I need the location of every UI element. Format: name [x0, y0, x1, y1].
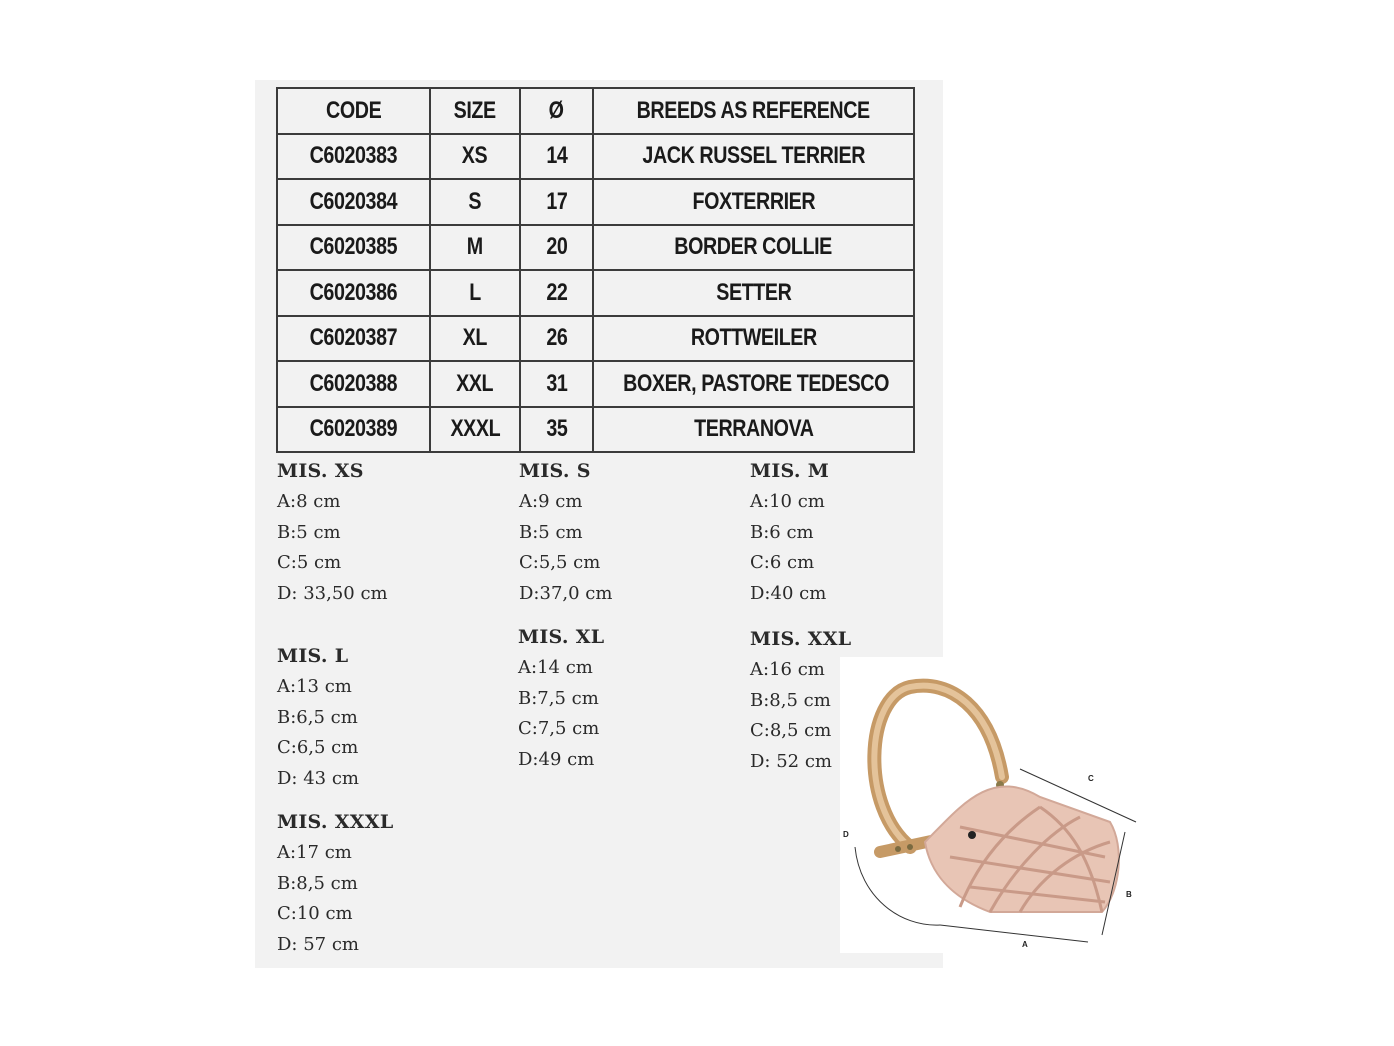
- cell-size: S: [430, 179, 520, 225]
- measurement-b: B:5 cm: [519, 521, 583, 543]
- measurement-block-xxxl: [277, 811, 393, 964]
- cell-code: C6020384: [277, 179, 430, 225]
- cell-size: M: [430, 225, 520, 271]
- header-size: SIZE: [430, 88, 520, 134]
- cell-diameter: 35: [520, 407, 593, 453]
- cell-breed: BOXER, PASTORE TEDESCO: [593, 361, 914, 407]
- table-header-row: [277, 88, 914, 134]
- muzzle-rivet-icon: [968, 831, 976, 839]
- dimension-label-d: D: [843, 830, 849, 839]
- cell-diameter: 26: [520, 316, 593, 362]
- measurement-a: A:9 cm: [519, 491, 583, 512]
- measurement-a: A:16 cm: [750, 659, 825, 680]
- cell-diameter: 31: [520, 361, 593, 407]
- header-code: CODE: [277, 88, 430, 134]
- measurement-block-l: [277, 645, 359, 798]
- cell-code: C6020387: [277, 316, 430, 362]
- rivet-icon: [895, 846, 901, 852]
- cell-breed: SETTER: [593, 270, 914, 316]
- measurement-block-xl: [518, 626, 604, 779]
- measurement-d: D:49 cm: [518, 748, 595, 770]
- cell-size: XXL: [430, 361, 520, 407]
- table-row: [277, 270, 914, 316]
- measurement-c: C:10 cm: [277, 903, 353, 924]
- muzzle-product-image: [840, 657, 1142, 953]
- measurement-c: C:8,5 cm: [750, 720, 832, 741]
- dimension-label-b: B: [1126, 890, 1132, 899]
- cell-diameter: 14: [520, 134, 593, 180]
- dimension-line-a: [940, 925, 1088, 942]
- cell-code: C6020389: [277, 407, 430, 453]
- measurement-title: MIS. S: [519, 460, 591, 482]
- measurement-d: D: 33,50 cm: [277, 582, 388, 604]
- rivet-icon: [907, 844, 913, 850]
- table-row: [277, 316, 914, 362]
- measurement-b: B:6 cm: [750, 521, 814, 543]
- measurement-block-m: [750, 460, 829, 613]
- cell-code: C6020388: [277, 361, 430, 407]
- measurement-b: B:5 cm: [277, 521, 341, 543]
- measurement-c: C:6 cm: [750, 552, 815, 573]
- cell-breed: FOXTERRIER: [593, 179, 914, 225]
- table-row: [277, 134, 914, 180]
- size-table: [276, 87, 915, 453]
- dimension-label-c: C: [1088, 774, 1094, 783]
- table-row: [277, 361, 914, 407]
- measurement-a: A:13 cm: [277, 676, 352, 697]
- measurement-title: MIS. M: [750, 460, 830, 482]
- table-row: [277, 407, 914, 453]
- measurement-c: C:5,5 cm: [519, 552, 601, 573]
- measurement-title: MIS. XL: [518, 626, 605, 648]
- measurement-d: D: 43 cm: [277, 767, 359, 789]
- measurement-b: B:8,5 cm: [750, 689, 831, 711]
- measurement-block-s: [519, 460, 612, 613]
- measurement-a: A:14 cm: [518, 657, 593, 678]
- cell-breed: ROTTWEILER: [593, 316, 914, 362]
- table-row: [277, 179, 914, 225]
- measurement-block-xs: [277, 460, 388, 613]
- measurement-title: MIS. XXXL: [277, 811, 394, 833]
- measurement-d: D:37,0 cm: [519, 582, 613, 604]
- cell-code: C6020385: [277, 225, 430, 271]
- measurement-b: B:8,5 cm: [277, 872, 358, 894]
- measurement-a: A:10 cm: [750, 491, 825, 512]
- measurement-c: C:6,5 cm: [277, 737, 359, 758]
- measurement-b: B:6,5 cm: [277, 706, 358, 728]
- cell-size: XS: [430, 134, 520, 180]
- dimension-label-a: A: [1022, 940, 1028, 949]
- cell-code: C6020386: [277, 270, 430, 316]
- cell-breed: JACK RUSSEL TERRIER: [593, 134, 914, 180]
- measurement-title: MIS. L: [277, 645, 349, 667]
- measurement-d: D: 52 cm: [750, 750, 832, 772]
- dimension-line-d: [855, 847, 940, 925]
- cell-diameter: 20: [520, 225, 593, 271]
- cell-code: C6020383: [277, 134, 430, 180]
- measurement-d: D: 57 cm: [277, 933, 359, 955]
- header-diameter: Ø: [520, 88, 593, 134]
- measurement-d: D:40 cm: [750, 582, 827, 604]
- measurement-c: C:7,5 cm: [518, 718, 600, 739]
- measurement-a: A:17 cm: [277, 842, 352, 863]
- measurement-title: MIS. XXL: [750, 628, 852, 650]
- measurement-title: MIS. XS: [277, 460, 364, 482]
- measurement-a: A:8 cm: [277, 491, 341, 512]
- table-row: [277, 225, 914, 271]
- measurement-c: C:5 cm: [277, 552, 342, 573]
- cell-diameter: 17: [520, 179, 593, 225]
- muzzle-illustration: [840, 657, 1142, 953]
- cell-diameter: 22: [520, 270, 593, 316]
- measurement-b: B:7,5 cm: [518, 687, 599, 709]
- cell-breed: BORDER COLLIE: [593, 225, 914, 271]
- cell-size: XL: [430, 316, 520, 362]
- cell-breed: TERRANOVA: [593, 407, 914, 453]
- measurement-block-xxl: [750, 628, 851, 781]
- cell-size: XXXL: [430, 407, 520, 453]
- header-breeds: BREEDS AS REFERENCE: [593, 88, 914, 134]
- cell-size: L: [430, 270, 520, 316]
